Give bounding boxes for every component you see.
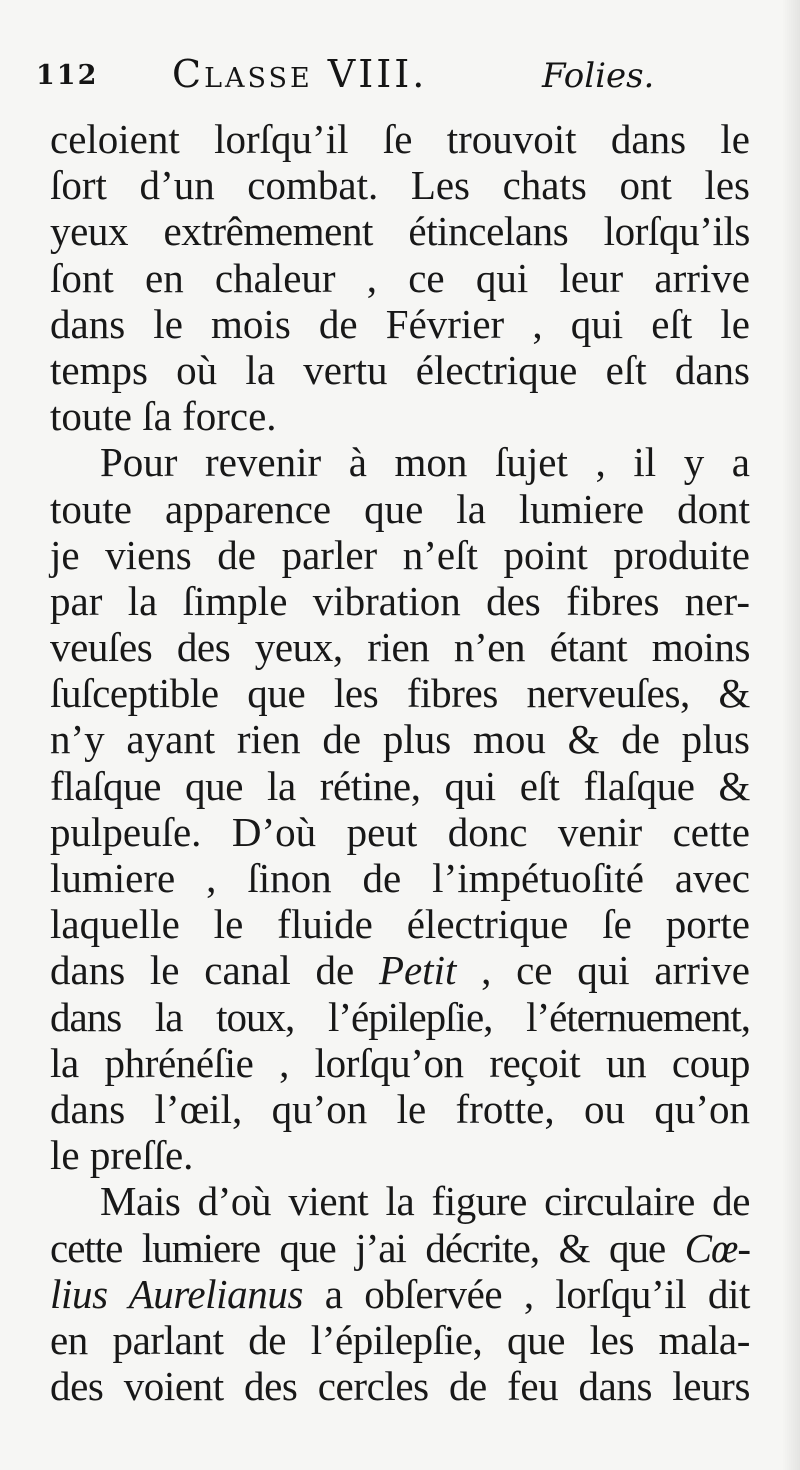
paragraph-end-line: le preſſe.: [50, 1132, 194, 1179]
paragraph-end-line: toute ſa force.: [50, 393, 277, 440]
text-line: ſuſceptible que les fibres nerveuſes, &: [50, 670, 750, 717]
text-line: n’y ayant rien de plus mou & de plus: [50, 716, 750, 763]
running-title: Classe VIII.: [172, 52, 428, 96]
text-line: yeux extrêmement étincelans lorſqu’ils: [50, 208, 750, 255]
text-line: par la ſimple vibration des fibres ner-: [50, 577, 750, 624]
italic-name: Cœ-: [684, 1224, 750, 1271]
text-line: lumiere , ſinon de l’impétuoſité avec: [50, 855, 750, 901]
text-line: veuſes des yeux, rien n’en étant moins: [50, 624, 750, 671]
text-line: celoient lorſqu’il ſe trouvoit dans le: [50, 116, 750, 162]
text-line: flaſque que la rétine, qui eſt flaſque &: [50, 762, 750, 809]
italic-name: lius Aurelianus: [50, 1270, 304, 1317]
text-line: la phrénéſie , lorſqu’on reçoit un coup: [50, 1039, 750, 1086]
text-line: [50, 1271, 750, 1317]
text-line: des voient des cercles de feu dans leurs: [50, 1363, 750, 1410]
text-line: dans le mois de Février , qui eſt le: [50, 300, 750, 347]
page-number: 112: [36, 60, 99, 91]
text-line: ſont en chaleur , ce qui leur arrive: [50, 254, 750, 301]
text-line: ſort d’un combat. Les chats ont les: [50, 162, 750, 209]
body-text: [50, 116, 750, 1409]
text-line: dans la toux, l’épilepſie, l’éternuement,: [50, 993, 750, 1040]
text-line: laquelle le fluide électrique ſe porte: [50, 901, 750, 948]
text-line: je viens de parler n’eſt point produite: [50, 531, 750, 578]
text-line: pulpeuſe. D’où peut donc venir cette: [50, 808, 750, 855]
paragraph-start-line: Pour revenir à mon ſujet , il y a: [100, 439, 750, 486]
text-segment: dans le canal de: [50, 947, 379, 994]
running-header: [36, 50, 756, 106]
text-segment: , ce qui arrive: [456, 947, 750, 994]
page-edge-shadow: [782, 0, 800, 1470]
text-line: [50, 947, 750, 993]
text-line: en parlant de l’épilepſie, que les mala-: [50, 1316, 750, 1363]
text-line: dans l’œil, qu’on le frotte, ou qu’on: [50, 1085, 750, 1132]
text-line: [50, 1225, 750, 1271]
text-segment: a obſervée , lorſqu’il dit: [303, 1270, 750, 1317]
text-line: temps où la vertu électrique eſt dans: [50, 346, 750, 393]
text-line: toute apparence que la lumiere dont: [50, 485, 750, 532]
running-subtitle: Folies.: [542, 56, 655, 96]
italic-name: Petit: [378, 947, 457, 994]
paragraph-start-line: Mais d’où vient la figure circulaire de: [100, 1178, 750, 1225]
text-segment: cette lumiere que j’ai décrite, & que: [50, 1224, 685, 1271]
